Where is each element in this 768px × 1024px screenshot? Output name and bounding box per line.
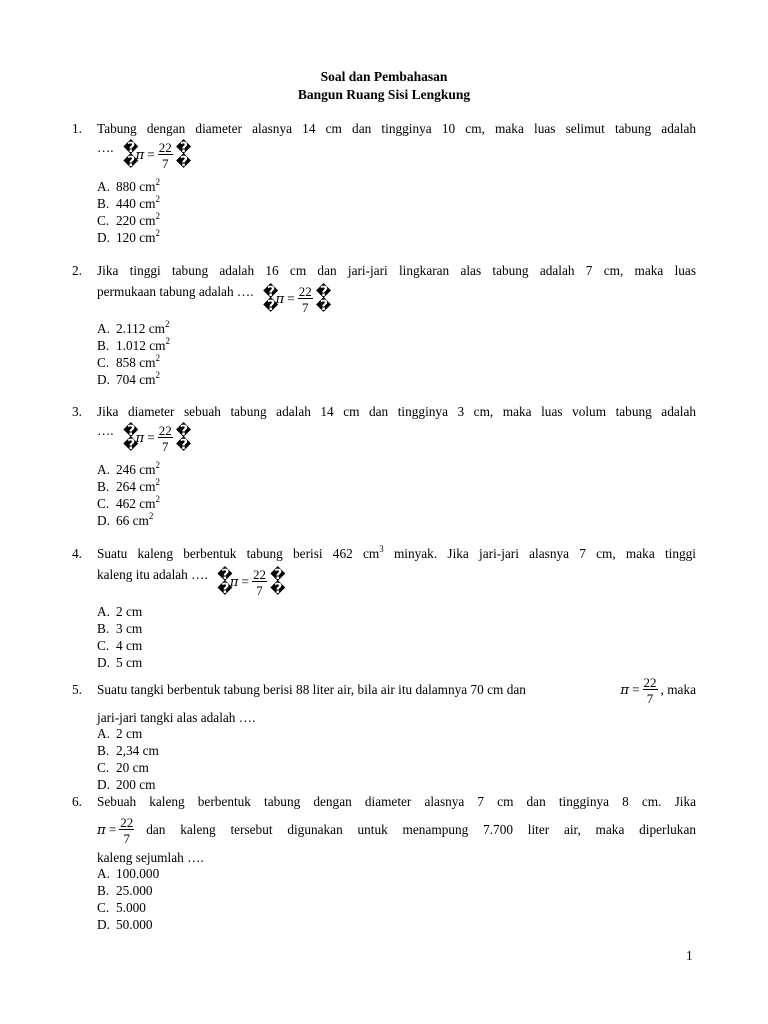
option-b: B. 1.012 $cm^2$ [97,336,170,353]
question-number: 4. [72,546,82,561]
option-d: D. 704 $cm^2$ [97,370,161,387]
pi-equation: π = $\frac{22}{7}$ , maka [620,674,696,706]
question-text-line2 [97,140,191,170]
fraction-22-7: $\frac{22}{7}$ [643,674,657,706]
option-a: A. 880 $cm^2$ [97,177,161,194]
equals-sign: = [147,430,155,445]
pi-equation [123,141,191,170]
document-subtitle: Bangun Ruang Sisi Lengkung [297,87,471,102]
option-a: A. 100.000 [97,866,160,881]
fraction-22-7: $\frac{22}{7}$ [298,283,312,315]
option-c: C. 220 $cm^2$ [97,211,161,228]
equals-sign: = [147,147,155,162]
option-b: B. 3 cm [97,621,143,636]
fraction-22-7: $\frac{22}{7}$ [252,566,266,598]
option-d: D. 200 cm [97,777,156,792]
broken-glyph-icon: � � [175,140,192,170]
option-a: A. 2.112 $cm^2$ [97,319,170,336]
equals-sign: = [632,682,640,697]
option-b: B. 264 $cm^2$ [97,477,161,494]
broken-glyph-icon: � � [315,284,332,314]
question-number: 6. [72,794,82,809]
broken-glyph-icon: � � [269,567,286,597]
document-title: Soal dan Pembahasan [320,69,448,84]
option-a: A. 2 cm [97,604,143,619]
broken-glyph-icon: � � [217,567,233,597]
pi-symbol: π [135,147,145,163]
broken-glyph-icon: � � [175,423,192,453]
equals-sign: = [108,822,117,837]
question-text-line3: kaleng sejumlah …. [97,850,204,865]
question-text: Suatu kaleng berbentuk tabung berisi 462 $cm^3$ minyak. Jika jari-jari alasnya 7 cm, maka tinggi [97,544,696,561]
fraction-22-7: $\frac{22}{7}$ [158,139,172,171]
pi-equation [217,568,285,597]
pi-symbol: π [97,822,106,838]
equals-sign: = [287,291,295,306]
pi-equation [263,285,331,314]
equals-sign: = [241,574,249,589]
option-c: C. 858 $cm^2$ [97,353,161,370]
question-text-line2: jari-jari tangki alas adalah …. [97,710,256,725]
question-text-line2 [97,284,331,314]
option-d: D. 120 $cm^2$ [97,228,161,245]
option-d: D. 50.000 [97,917,153,932]
pi-symbol: π [229,574,239,590]
broken-glyph-icon: � � [122,140,139,170]
option-b: B. 440 $cm^2$ [97,194,161,211]
question-text-line2 [97,423,191,453]
broken-glyph-icon: � � [122,423,139,453]
question-text: Suatu tangki berbentuk tabung berisi 88 liter air, bila air itu dalamnya 70 cm dan π = $\frac{22}{7}$ , maka [97,674,696,706]
question-number: 3. [72,404,82,419]
fraction-22-7: $\frac{22}{7}$ [120,814,134,846]
question-ellipsis: permukaan tabung adalah …. [97,284,254,299]
pi-symbol: π [135,430,145,446]
option-a: A. 246 $cm^2$ [97,460,161,477]
option-c: C. 20 cm [97,760,149,775]
pi-symbol: π [275,291,285,307]
option-c: C. 4 cm [97,638,143,653]
option-c: C. 5.000 [97,900,146,915]
fraction-22-7: $\frac{22}{7}$ [158,422,172,454]
page-number: 1 [686,948,693,963]
question-text-line2 [97,567,286,597]
option-c: C. 462 $cm^2$ [97,494,161,511]
option-b: B. 25.000 [97,883,153,898]
question-text-line2: π = $\frac{22}{7}$ dan kaleng tersebut digunakan untuk menampung 7.700 liter air, maka diperlukan [97,814,696,846]
question-number: 2. [72,263,82,278]
option-b: B. 2,34 cm [97,743,159,758]
option-a: A. 2 cm [97,726,143,741]
pi-equation [123,424,191,453]
question-ellipsis: …. [97,140,114,155]
pi-symbol: π [620,682,630,698]
option-d: D. 5 cm [97,655,143,670]
pi-equation [97,816,134,845]
question-text: Jika diameter sebuah tabung adalah 14 cm dan tingginya 3 cm, maka luas volum tabung adalah [97,404,696,419]
question-number: 1. [72,121,82,136]
question-number: 5. [72,682,82,697]
option-d: D. 66 $cm^2$ [97,511,154,528]
question-text: Tabung dengan diameter alasnya 14 cm dan tingginya 10 cm, maka luas selimut tabung adalah [97,121,696,136]
question-ellipsis: …. [97,423,114,438]
broken-glyph-icon: � � [262,284,279,314]
question-ellipsis: kaleng itu adalah …. [97,567,208,582]
question-text: Sebuah kaleng berbentuk tabung dengan diameter alasnya 7 cm dan tingginya 8 cm. Jika [97,794,696,809]
question-text: Jika tinggi tabung adalah 16 cm dan jari-jari lingkaran alas tabung adalah 7 cm, maka luas [97,263,696,278]
